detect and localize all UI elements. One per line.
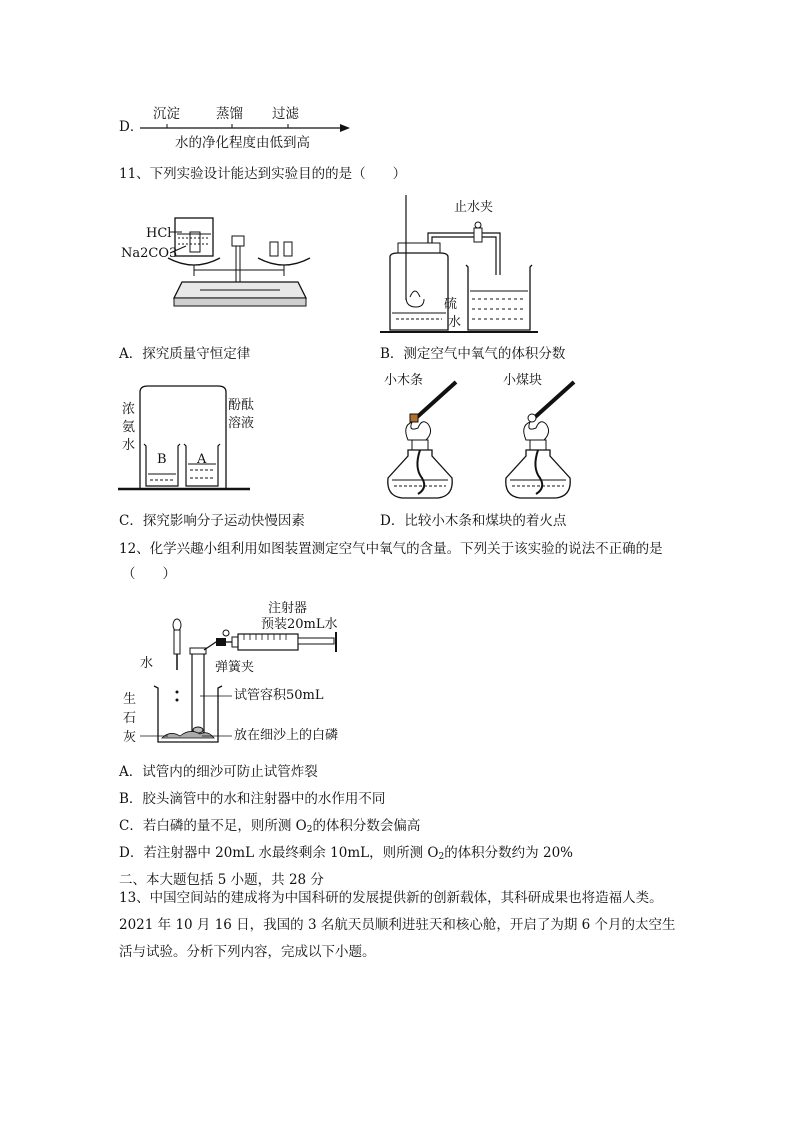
q11-label-phenol-2: 溶液 bbox=[228, 416, 255, 431]
q12-label-tube: 试管容积50mL bbox=[234, 688, 324, 703]
q11-option-b: B．测定空气中氧气的体积分数 bbox=[380, 346, 566, 362]
q12-label-clamp: 弹簧夹 bbox=[215, 660, 255, 675]
q12-label-lime-3: 灰 bbox=[123, 730, 137, 745]
q12-label-preload: 预装20mL水 bbox=[261, 617, 338, 632]
q11-label-phenol-1: 酚酞 bbox=[228, 398, 255, 413]
q11-label-beaker-a: A bbox=[197, 452, 207, 467]
section-2-title: 二、本大题包括 5 小题，共 28 分 bbox=[119, 872, 324, 888]
q11-option-d: D．比较小木条和煤块的着火点 bbox=[380, 513, 567, 529]
q11-label-ammonia-2: 氨 bbox=[122, 420, 136, 435]
q10-step-3: 过滤 bbox=[272, 106, 299, 122]
q11-option-a: A．探究质量守恒定律 bbox=[119, 346, 251, 362]
q11-fig-d-lamps bbox=[378, 378, 578, 503]
q11-label-hcl: HCl bbox=[146, 226, 172, 241]
q11-label-ammonia-3: 水 bbox=[122, 438, 136, 453]
q11-label-beaker-b: B bbox=[157, 452, 167, 467]
q12-stem-cont: （ ） bbox=[122, 566, 176, 582]
q10-option-d-label: D． bbox=[119, 119, 144, 135]
q11-fig-b-apparatus bbox=[380, 195, 540, 335]
q12-stem: 12、化学兴趣小组利用如图装置测定空气中氧气的含量。下列关于该实验的说法不正确的是 bbox=[119, 541, 663, 557]
q11-label-sulfur: 硫 bbox=[444, 297, 458, 312]
q12-label-lime-2: 石 bbox=[123, 711, 137, 726]
q12-option-d: D．若注射器中 20mL 水最终剩余 10mL，则所测 $O_2$的体积分数约为 20% bbox=[119, 845, 573, 862]
q12-label-lime-1: 生 bbox=[123, 692, 137, 707]
q10-step-1: 沉淀 bbox=[153, 106, 180, 122]
q10-caption: 水的净化程度由低到高 bbox=[175, 135, 310, 151]
q12-label-water: 水 bbox=[140, 656, 154, 671]
q11-label-stick: 小木条 bbox=[384, 373, 424, 388]
q11-label-ammonia-1: 浓 bbox=[122, 402, 136, 417]
q11-stem: 11、下列实验设计能达到实验目的的是（ ） bbox=[119, 166, 407, 182]
q11-option-c: C．探究影响分子运动快慢因素 bbox=[119, 513, 305, 529]
q13-line-2: 2021 年 10 月 16 日，我国的 3 名航天员顺利进驻天和核心舱，开启了为期 6 个月的太空生 bbox=[119, 917, 676, 933]
q11-label-coal: 小煤块 bbox=[503, 373, 543, 388]
q11-label-water: 水 bbox=[448, 315, 462, 330]
q13-line-3: 活与试验。分析下列内容，完成以下小题。 bbox=[119, 944, 376, 960]
q12-label-syringe: 注射器 bbox=[268, 601, 308, 616]
q11-label-clip: 止水夹 bbox=[454, 200, 494, 215]
q12-option-a: A．试管内的细沙可防止试管炸裂 bbox=[119, 764, 318, 780]
q13-line-1: 13、中国空间站的建成将为中国科研的发展提供新的创新载体，其科研成果也将造福人类。 bbox=[119, 890, 663, 906]
q10-step-2: 蒸馏 bbox=[216, 106, 243, 122]
q12-label-phosphorus: 放在细沙上的白磷 bbox=[234, 728, 339, 743]
q11-label-na2co3: Na2CO3 bbox=[121, 246, 178, 261]
q12-option-c: C．若白磷的量不足，则所测 $O_2$的体积分数会偏高 bbox=[119, 818, 421, 835]
q12-option-b: B．胶头滴管中的水和注射器中的水作用不同 bbox=[119, 791, 386, 807]
